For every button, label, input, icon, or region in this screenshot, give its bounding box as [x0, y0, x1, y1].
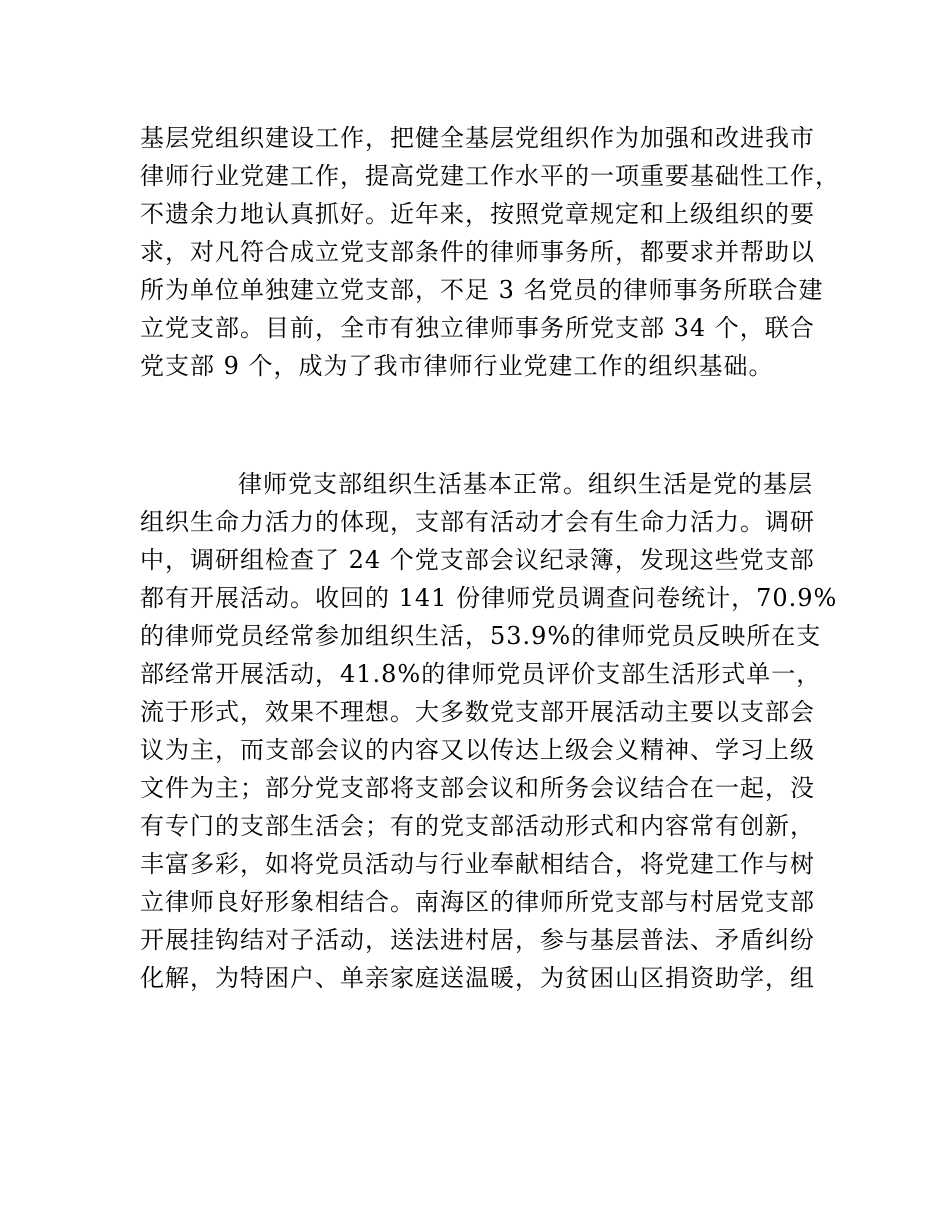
paragraph-2-line-7: 流于形式，效果不理想。大多数党支部开展活动主要以支部会	[140, 698, 815, 726]
paragraph-2-line-11: 丰富多彩，如将党员活动与行业奉献相结合，将党建工作与树	[140, 850, 815, 878]
paragraph-2-line-1: 律师党支部组织生活基本正常。组织生活是党的基层	[238, 470, 813, 498]
paragraph-1-line-5: 所为单位单独建立党支部，不足 3 名党员的律师事务所联合建	[140, 276, 824, 304]
paragraph-2-line-14: 化解，为特困户、单亲家庭送温暖，为贫困山区捐资助学，组	[140, 964, 815, 992]
paragraph-2-line-3: 中，调研组检查了 24 个党支部会议纪录簿，发现这些党支部	[140, 546, 815, 574]
paragraph-1-line-3: 不遗余力地认真抓好。近年来，按照党章规定和上级组织的要	[140, 200, 815, 228]
paragraph-2-line-4: 都有开展活动。收回的 141 份律师党员调查问卷统计，70.9%	[140, 584, 838, 612]
paragraph-2-line-13: 开展挂钩结对子活动，送法进村居，参与基层普法、矛盾纠纷	[140, 926, 815, 954]
paragraph-1-line-6: 立党支部。目前，全市有独立律师事务所党支部 34 个，联合	[140, 314, 815, 342]
paragraph-2-line-8: 议为主，而支部会议的内容又以传达上级会义精神、学习上级	[140, 736, 815, 764]
paragraph-2-line-12: 立律师良好形象相结合。南海区的律师所党支部与村居党支部	[140, 888, 815, 916]
paragraph-1-line-2: 律师行业党建工作，提高党建工作水平的一项重要基础性工作，	[140, 162, 840, 190]
paragraph-2-line-10: 有专门的支部生活会；有的党支部活动形式和内容常有创新，	[140, 812, 815, 840]
paragraph-2-line-2: 组织生命力活力的体现，支部有活动才会有生命力活力。调研	[140, 508, 815, 536]
paragraph-1-line-4: 求，对凡符合成立党支部条件的律师事务所，都要求并帮助以	[140, 238, 815, 266]
paragraph-1-line-1: 基层党组织建设工作，把健全基层党组织作为加强和改进我市	[140, 124, 815, 152]
paragraph-1-line-7: 党支部 9 个，成为了我市律师行业党建工作的组织基础。	[140, 352, 774, 380]
paragraph-2-line-6: 部经常开展活动，41.8%的律师党员评价支部生活形式单一，	[140, 660, 822, 688]
paragraph-2-line-5: 的律师党员经常参加组织生活，53.9%的律师党员反映所在支	[140, 622, 822, 650]
paragraph-2-line-9: 文件为主；部分党支部将支部会议和所务会议结合在一起，没	[140, 774, 815, 802]
